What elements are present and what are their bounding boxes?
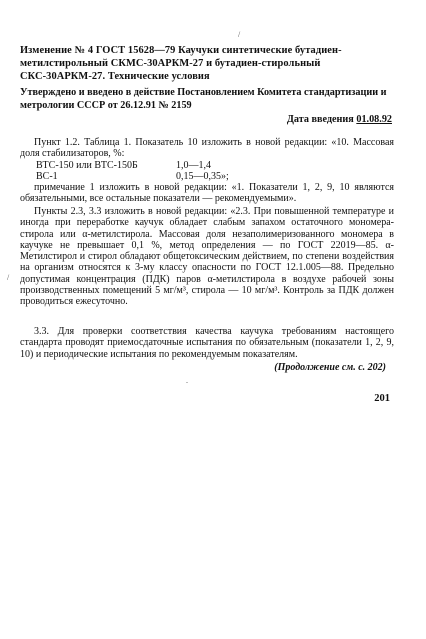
introduction-date — [287, 114, 392, 125]
scan-mark: / — [238, 30, 241, 39]
row-value: 0,15—0,35»; — [176, 171, 229, 182]
document-title: Изменение № 4 ГОСТ 15628—79 Каучуки синтетические бутадиен-метилстирольный СКМС-30АРКМ-27 и бутадиен-стирольный СКС-30АРКМ-27. Технические условия — [20, 45, 342, 82]
scan-mark: . — [186, 376, 188, 385]
approval-statement: Утверждено и введено в действие Постановлением Комитета стандартизации и метрологии СССР от 26.12.91 № 2159 — [20, 87, 387, 111]
paragraph-4: 3.3. Для проверки соответствия качества каучука требованиям настоящего стандарта проводят приемосдаточные испытания по обязательным (показатели 1, 2, 9, 10) и периодические испытания по рекомендуемым показателям. — [20, 326, 394, 360]
row-value: 1,0—1,4 — [176, 160, 211, 171]
paragraph-2: примечание 1 изложить в новой редакции: «1. Показатели 1, 2, 9, 10 являются обязательными, все остальные показатели — рекомендуемыми». — [20, 182, 394, 205]
introduction-date-label: Дата введения — [286, 114, 354, 125]
page-number: 201 — [374, 393, 390, 404]
row-label: ВТС-150 или ВТС-150Б — [36, 160, 138, 171]
row-label: ВС-1 — [36, 171, 58, 182]
table-row — [36, 171, 229, 182]
paragraph-3: Пункты 2.3, 3.3 изложить в новой редакции: «2.3. При повышенной температуре и иногда при переработке каучук обладает слабым запахом остаточного мономера-стирола или α-метилстирола. Массовая доля незаполимеризованного мономера в каучуке не превышает 0,1 %, метод определения — по ГОСТ 22019—85. α-Метилстирол и стирол обладают общетоксическим действием, по степени воздействия на организм относятся к 3-му классу опасности по ГОСТ 12.1.005—88. Предельно допустимая концентрация (ПДК) паров α-метилстирола в воздухе рабочей зоны производственных помещений 5 мг/м³, стирола — 10 мг/м³. Контроль за ПДК должен проводиться ежесуточно. — [20, 206, 394, 308]
continuation-note: (Продолжение см. с. 202) — [274, 362, 386, 373]
table-row — [36, 160, 211, 171]
introduction-date-value: 01.08.92 — [356, 114, 392, 125]
scan-mark: / — [7, 273, 10, 282]
paragraph-1: Пункт 1.2. Таблица 1. Показатель 10 изложить в новой редакции: «10. Массовая доля стабилизаторов, %: — [20, 137, 394, 160]
